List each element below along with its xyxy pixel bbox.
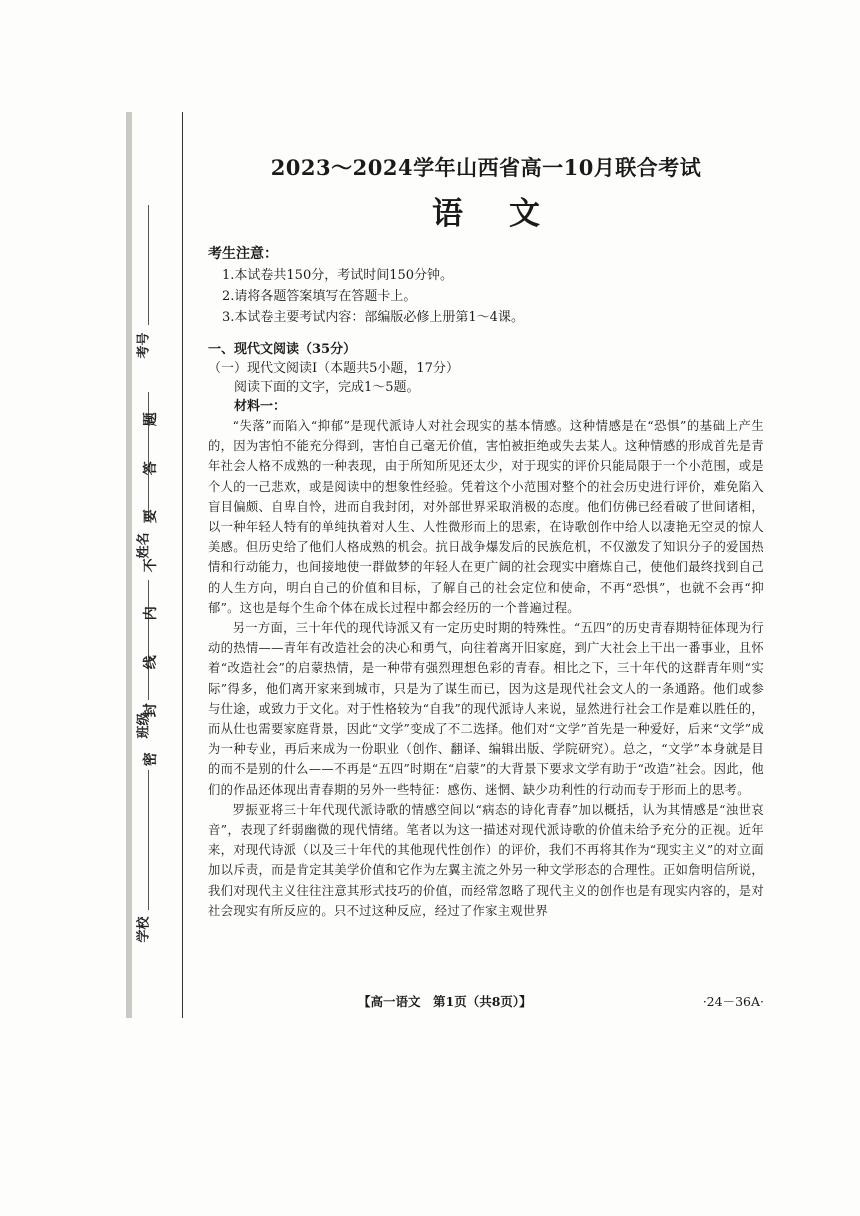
paper-code: ·24－36A· — [702, 994, 764, 1009]
name-label: 姓名 — [136, 532, 152, 559]
paragraph: 罗振亚将三十年代现代派诗歌的情感空间以“病态的诗化青春”加以概括，认为其情感是“浊世哀音”，表现了纤弱幽微的现代情绪。笔者以为这一描述对现代派诗歌的价值未给予充分的正视。近年来，对现代诗派（以及三十年代的其他现代性创作）的评价，我们不再将其作为“现实主义”的对立面加以斥责，而是肯定其美学价值和它作为左翼主流之外另一种文学形态的合理性。正如詹明信所说，我们对现代主义往往注意其形式技巧的价值，而经常忽略了现代主义的创作也是有现实内容的，是对社会现实有所反应的。只不过这种反应，经过了作家主观世界 — [208, 802, 764, 918]
paragraph: 另一方面，三十年代的现代诗派又有一定历史时期的特殊性。“五四”的历史青春期特征体现为行动的热情——青年有改造社会的决心和勇气，向往着离开旧家庭，到广大社会上干出一番事业，且怀着“改造社会”的启蒙热情，是一种带有强烈理想色彩的青春。相比之下，三十年代的这群青年则“实际”得多，他们离开家来到城市，只是为了谋生而已，因为这是现代社会文人的一条通路。他们或参与仕途，或致力于文化。对于性格较为“自我”的现代派诗人来说，显然进行社会工作是难以胜任的，而从仕也需要家庭背景，因此“文学”变成了不二选择。他们对“文学”首先是一种爱好，后来“文学”成为一种专业，再后来成为一份职业（创作、翻译、编辑出版、学院研究）。总之，“文学”本身就是目的而不是别的什么——不再是“五四”时期在“启蒙”的大背景下要求文学有助于“改造”社会。因此，他们的作品还体现出青春期的另外一些特征：感伤、迷惘、缺少功利性的行动而专于形而上的思考。 — [208, 621, 764, 797]
exam-no-label: 考号 — [136, 332, 152, 359]
exam-title: 2023～2024学年山西省高一10月联合考试 — [270, 155, 702, 180]
page-number: 【高一语文 第1页（共8页）】 — [358, 994, 532, 1009]
class-line — [148, 580, 149, 700]
binding-line — [182, 112, 183, 1018]
notice-heading: 考生注意： — [208, 246, 278, 262]
school-line — [148, 770, 149, 910]
seal-char: 答 — [142, 460, 159, 475]
scan-edge — [126, 112, 132, 1018]
instruction: 阅读下面的文字，完成1～5题。 — [234, 380, 420, 395]
seal-char: 线 — [142, 654, 159, 669]
seal-char: 要 — [142, 509, 159, 524]
subject-title: 语文 — [432, 196, 586, 232]
page-footer — [208, 992, 764, 1012]
notice-item: 3.本试卷主要考试内容：部编版必修上册第1～4课。 — [222, 310, 524, 325]
notice-item: 1.本试卷共150分，考试时间150分钟。 — [222, 268, 454, 283]
material-label: 材料一： — [234, 399, 287, 414]
seal-char: 内 — [142, 606, 159, 621]
seal-char: 题 — [142, 412, 159, 427]
exam-no-line — [148, 205, 149, 325]
paragraph: “失落”而陷入“抑郁”是现代派诗人对社会现实的基本情感。这种情感是在“恐惧”的基础上产生的，因为害怕不能充分得到，害怕自己毫无价值，害怕被拒绝或失去某人。这种情感的形成首先是青年社会人格不成熟的一种表现，由于所知所见还太少，对于现实的评价只能局限于一个小范围，或是个人的一己悲欢，或是阅读中的想象性经验。凭着这个小范围对整个的社会历史进行评价，难免陷入盲目偏颇、自卑自怜，进而自我封闭，对外部世界采取消极的态度。他们仿佛已经看破了世间诸相，以一种年轻人特有的单纯执着对人生、人性微形而上的思索，在诗歌创作中给人以凄艳无空灵的惊人美感。但历史给了他们人格成熟的机会。抗日战争爆发后的民族危机，不仅激发了知识分子的爱国热情和行动能力，也间接地使一群做梦的年轻人在更广阔的社会现实中磨炼自己，使他们最终找到自己的人生方向，明白自己的价值和目标，了解自己的社会定位和使命，不再“恐惧”，也就不会再“抑郁”。这也是每个生命个体在成长过程中都会经历的一个普遍过程。 — [208, 419, 764, 615]
seal-char: 封 — [142, 703, 159, 718]
sub-section-heading: （一）现代文阅读Ⅰ（本题共5小题，17分） — [208, 361, 459, 376]
section-heading: 一、现代文阅读（35分） — [208, 342, 357, 357]
school-label: 学校 — [136, 916, 152, 943]
seal-char: 密 — [142, 751, 159, 766]
main-content — [208, 152, 764, 921]
notice-item: 2.请将各题答案填写在答题卡上。 — [222, 289, 417, 304]
class-label: 班级 — [136, 712, 152, 739]
seal-char: 不 — [142, 557, 159, 572]
